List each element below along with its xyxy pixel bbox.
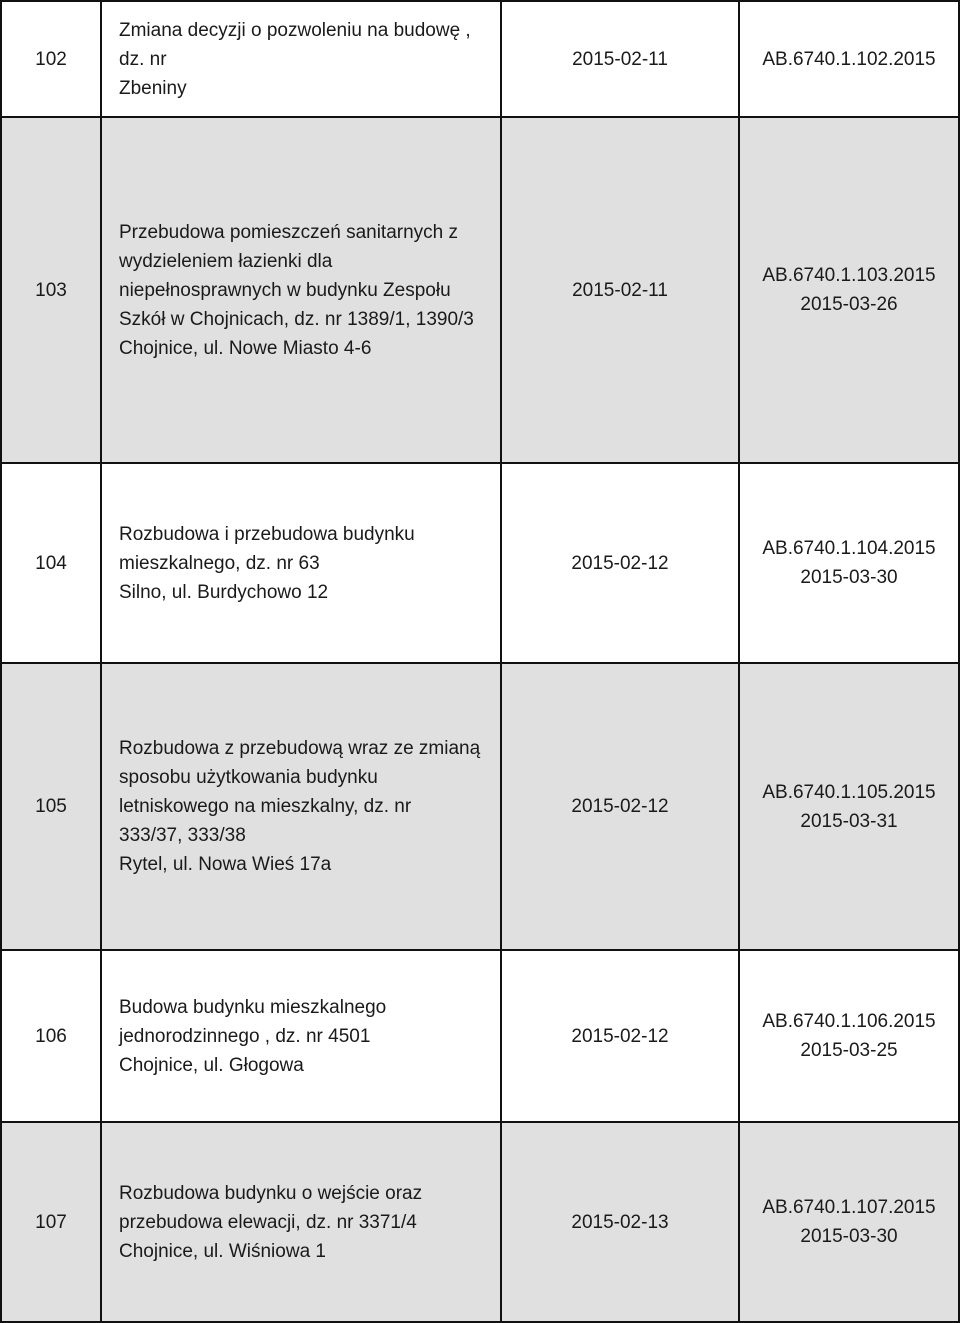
table-row <box>1 1 959 117</box>
entry-number: 103 <box>1 117 101 463</box>
entry-number: 104 <box>1 463 101 663</box>
entry-reference: AB.6740.1.106.2015 2015-03-25 <box>739 950 959 1122</box>
entry-reference: AB.6740.1.104.2015 2015-03-30 <box>739 463 959 663</box>
table-row <box>1 1122 959 1322</box>
entry-description: Rozbudowa budynku o wejście oraz przebudowa elewacji, dz. nr 3371/4 Chojnice, ul. Wiśniowa 1 <box>101 1122 501 1322</box>
table-row <box>1 950 959 1122</box>
entry-number: 102 <box>1 1 101 117</box>
entry-reference: AB.6740.1.105.2015 2015-03-31 <box>739 663 959 950</box>
table-row <box>1 117 959 463</box>
entry-date: 2015-02-11 <box>501 1 739 117</box>
entry-reference: AB.6740.1.107.2015 2015-03-30 <box>739 1122 959 1322</box>
entry-date: 2015-02-12 <box>501 950 739 1122</box>
entry-date: 2015-02-13 <box>501 1122 739 1322</box>
entry-date: 2015-02-12 <box>501 663 739 950</box>
entry-description: Przebudowa pomieszczeń sanitarnych z wydzieleniem łazienki dla niepełnosprawnych w budynku Zespołu Szkół w Chojnicach, dz. nr 1389/1, 1390/3 Chojnice, ul. Nowe Miasto 4-6 <box>101 117 501 463</box>
entry-reference: AB.6740.1.102.2015 <box>739 1 959 117</box>
entry-description: Zmiana decyzji o pozwoleniu na budowę , dz. nr Zbeniny <box>101 1 501 117</box>
entry-number: 107 <box>1 1122 101 1322</box>
entry-description: Budowa budynku mieszkalnego jednorodzinnego , dz. nr 4501 Chojnice, ul. Głogowa <box>101 950 501 1122</box>
table-row <box>1 663 959 950</box>
entry-number: 105 <box>1 663 101 950</box>
entry-date: 2015-02-11 <box>501 117 739 463</box>
entry-description: Rozbudowa z przebudową wraz ze zmianą sposobu użytkowania budynku letniskowego na mieszkalny, dz. nr 333/37, 333/38 Rytel, ul. Nowa Wieś 17a <box>101 663 501 950</box>
entry-description: Rozbudowa i przebudowa budynku mieszkalnego, dz. nr 63 Silno, ul. Burdychowo 12 <box>101 463 501 663</box>
entry-number: 106 <box>1 950 101 1122</box>
entry-reference: AB.6740.1.103.2015 2015-03-26 <box>739 117 959 463</box>
table-row <box>1 463 959 663</box>
entry-date: 2015-02-12 <box>501 463 739 663</box>
